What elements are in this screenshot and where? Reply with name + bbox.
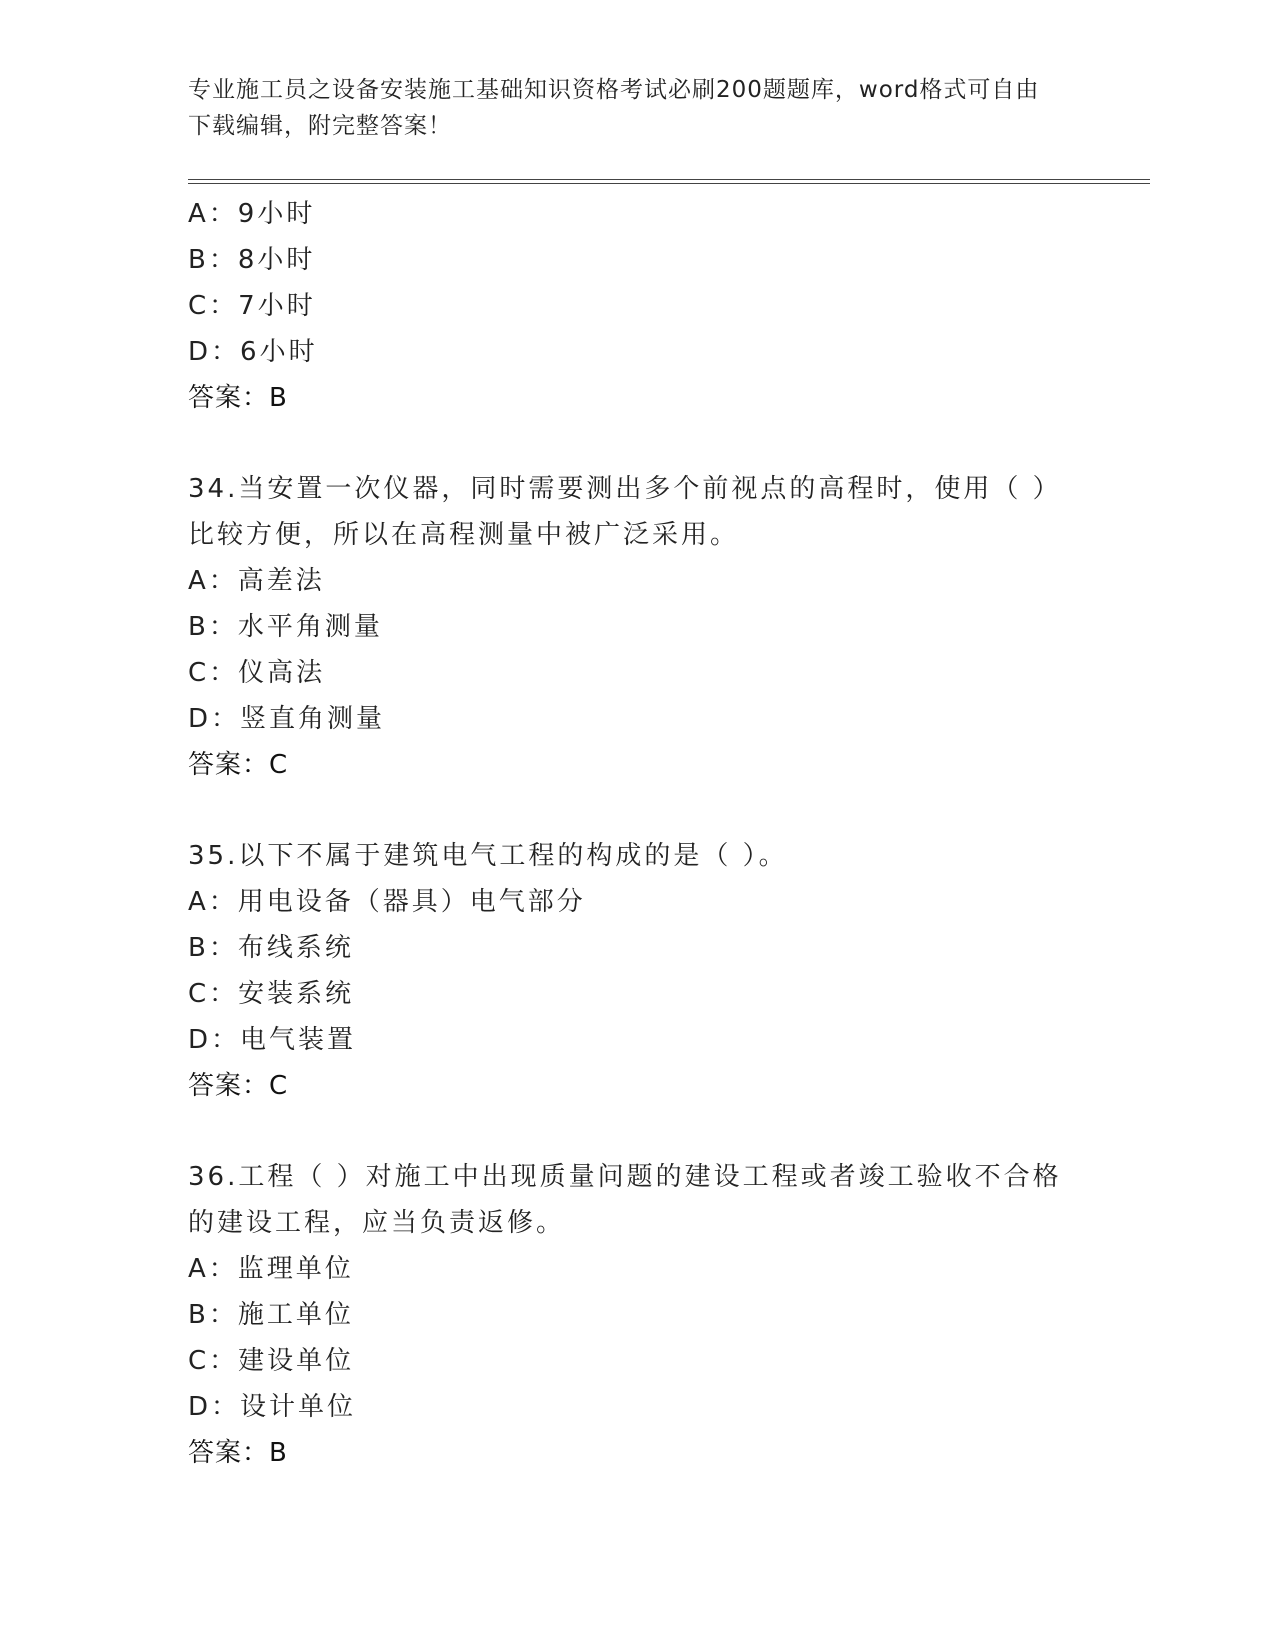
option-d: D：竖直角测量 (188, 704, 386, 734)
answer-line: 答案：B (188, 1438, 288, 1468)
question-stem-line-1: 36.工程（ ）对施工中出现质量问题的建设工程或者竣工验收不合格 (188, 1162, 1062, 1192)
answer-line: 答案：C (188, 1071, 289, 1101)
question-33 (188, 191, 1088, 421)
header-line-2: 下载编辑，附完整答案！ (188, 113, 452, 139)
option-b: B：水平角测量 (188, 612, 383, 642)
option-a: A：高差法 (188, 566, 325, 596)
header-line-1: 专业施工员之设备安装施工基础知识资格考试必刷200题题库，word格式可自由 (188, 77, 1040, 103)
answer-line: 答案：B (188, 383, 288, 413)
question-35 (188, 833, 1088, 1109)
option-c: C：仪高法 (188, 658, 326, 688)
option-c: C：建设单位 (188, 1346, 355, 1376)
option-d: D：设计单位 (188, 1392, 357, 1422)
question-stem-line-1: 34.当安置一次仪器，同时需要测出多个前视点的高程时，使用（ ） (188, 474, 1062, 504)
question-34 (188, 466, 1088, 788)
option-a: A：用电设备（器具）电气部分 (188, 887, 586, 917)
option-c: C：7小时 (188, 291, 316, 321)
option-d: D：6小时 (188, 337, 318, 367)
option-b: B：施工单位 (188, 1300, 354, 1330)
header-divider-bottom (188, 183, 1150, 184)
option-c: C：安装系统 (188, 979, 355, 1009)
question-stem-line-2: 比较方便，所以在高程测量中被广泛采用。 (188, 520, 740, 550)
question-list (188, 191, 1088, 1476)
question-36 (188, 1154, 1088, 1476)
question-stem-line-2: 的建设工程，应当负责返修。 (188, 1208, 566, 1238)
document-header (188, 72, 1088, 144)
option-a: A：监理单位 (188, 1254, 354, 1284)
option-a: A：9小时 (188, 199, 316, 229)
question-stem-line-1: 35.以下不属于建筑电气工程的构成的是（ ）。 (188, 841, 788, 871)
answer-line: 答案：C (188, 750, 289, 780)
option-b: B：布线系统 (188, 933, 354, 963)
option-d: D：电气装置 (188, 1025, 357, 1055)
header-divider-top (188, 179, 1150, 180)
option-b: B：8小时 (188, 245, 316, 275)
